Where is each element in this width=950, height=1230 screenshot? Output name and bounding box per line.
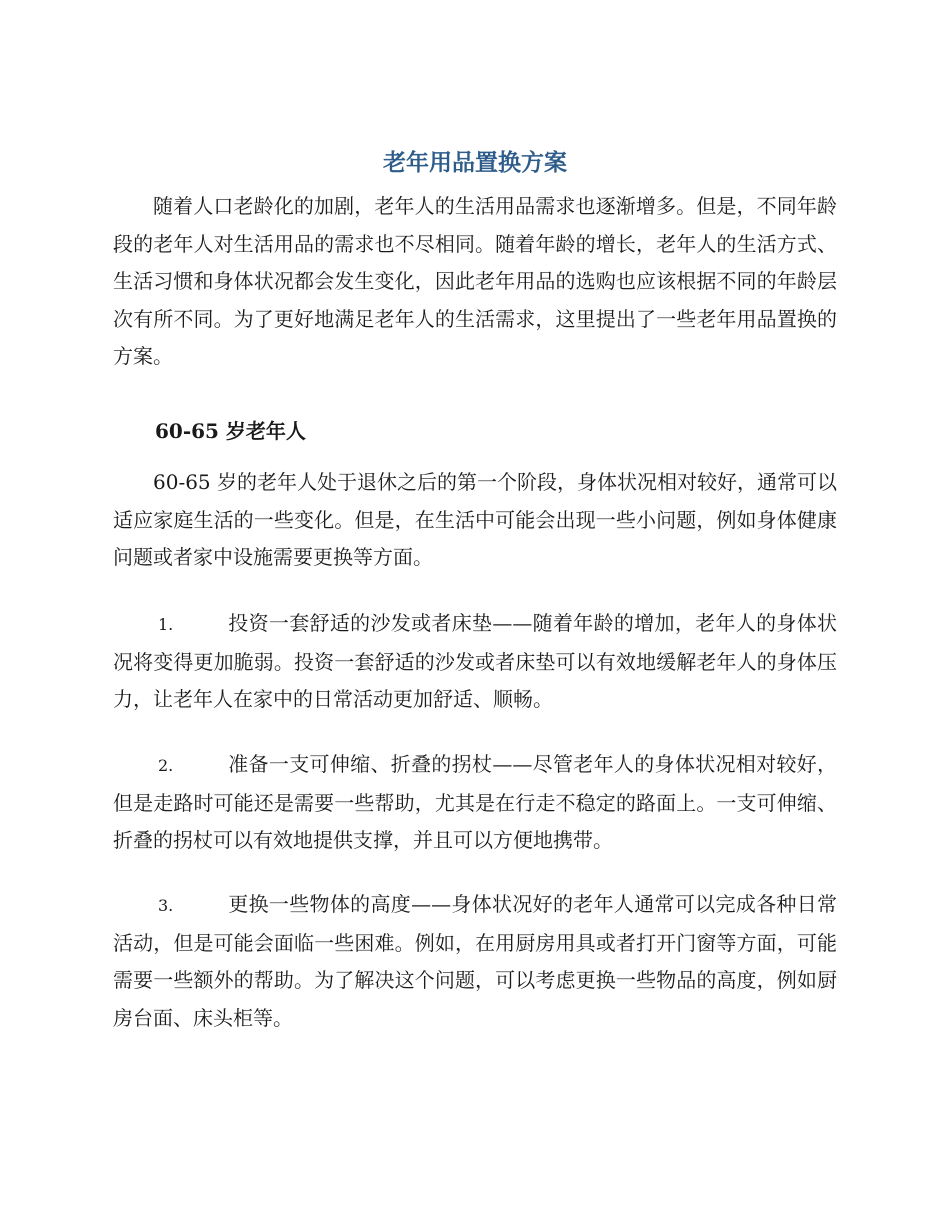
list-item <box>113 886 837 1037</box>
list-item-text: 更换一些物体的高度——身体状况好的老年人通常可以完成各种日常活动，但是可能会面临一些困难。例如，在用厨房用具或者打开门窗等方面，可能需要一些额外的帮助。为了解决这个问题，可以考虑更换一些物品的高度，例如厨房台面、床头柜等。 <box>113 892 837 1030</box>
section-intro-paragraph: 60-65 岁的老年人处于退休之后的第一个阶段，身体状况相对较好，通常可以适应家庭生活的一些变化。但是，在生活中可能会出现一些小问题，例如身体健康问题或者家中设施需要更换等方面。 <box>113 470 838 569</box>
list-item-text: 投资一套舒适的沙发或者床垫——随着年龄的增加，老年人的身体状况将变得更加脆弱。投资一套舒适的沙发或者床垫可以有效地缓解老年人的身体压力，让老年人在家中的日常活动更加舒适、顺畅。 <box>113 611 837 711</box>
list-item-number: 2. <box>158 756 174 775</box>
list-item-text: 准备一支可伸缩、折叠的拐杖——尽管老年人的身体状况相对较好，但是走路时可能还是需要一些帮助，尤其是在行走不稳定的路面上。一支可伸缩、折叠的拐杖可以有效地提供支撑，并且可以方便地携带。 <box>113 752 837 852</box>
document-title: 老年用品置换方案 <box>383 150 567 176</box>
intro-paragraph: 随着人口老龄化的加剧，老年人的生活用品需求也逐渐增多。但是，不同年龄段的老年人对生活用品的需求也不尽相同。随着年龄的增长，老年人的生活方式、生活习惯和身体状况都会发生变化，因此老年用品的选购也应该根据不同的年龄层次有所不同。为了更好地满足老年人的生活需求，这里提出了一些老年用品置换的方案。 <box>113 194 837 368</box>
list-item <box>113 746 837 860</box>
section-heading: 60-65 岁老年人 <box>155 419 306 443</box>
list-item-number: 1. <box>158 615 174 634</box>
list-item <box>113 605 837 719</box>
list-item-number: 3. <box>158 896 174 915</box>
